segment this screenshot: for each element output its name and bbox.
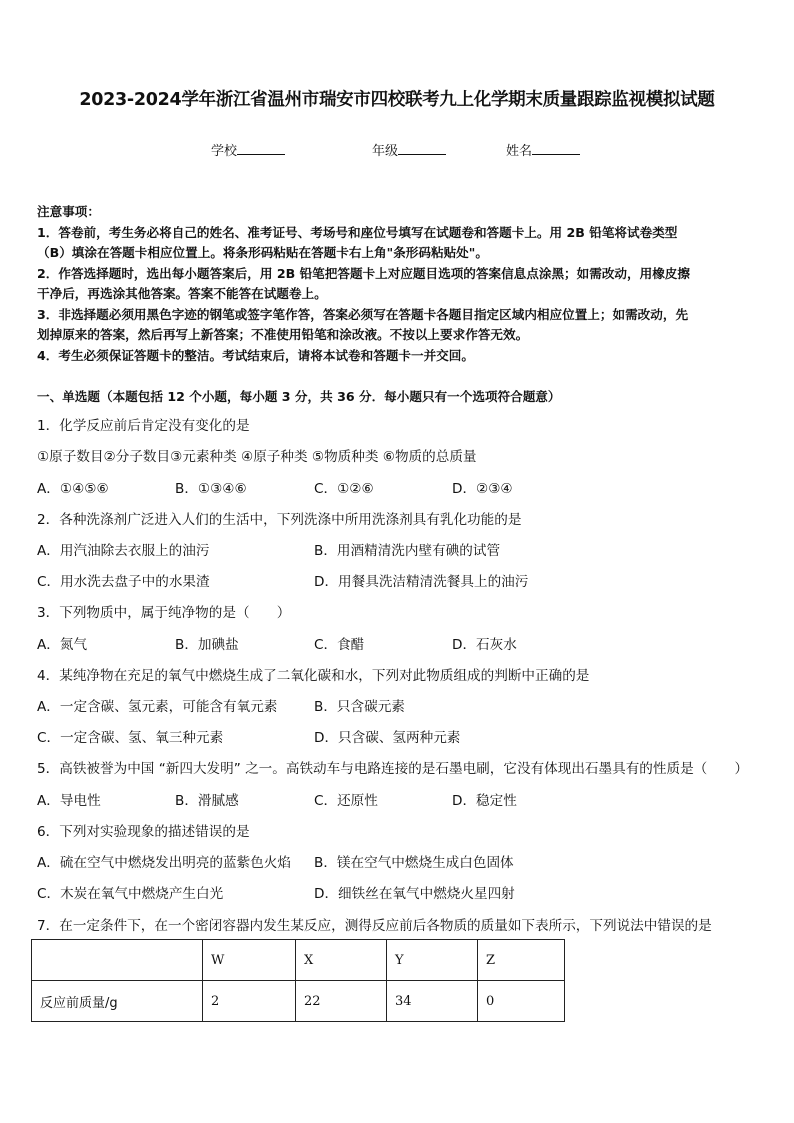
question-5-stem: 5．高铁被誉为中国 “新四大发明” 之一。高铁动车与电路连接的是石墨电刷，它没有体现出石墨具有的性质是（ ） xyxy=(37,761,749,777)
question-4-option-a: A．一定含碳、氢元素，可能含有氧元素 xyxy=(37,699,278,715)
section-heading: 一、单选题（本题包括 12 个小题，每小题 3 分，共 36 分．每小题只有一个选项符合题意） xyxy=(37,389,561,404)
name-field xyxy=(506,140,580,159)
table-cell: 2 xyxy=(203,981,296,1022)
question-6-option-b: B．镁在空气中燃烧生成白色固体 xyxy=(314,855,514,871)
question-5-option-d: D．稳定性 xyxy=(452,793,517,809)
student-info-row xyxy=(0,140,794,160)
school-label: 学校 xyxy=(211,144,238,159)
table-row xyxy=(32,981,565,1022)
question-1-statements: ①原子数目②分子数目③元素种类 ④原子种类 ⑤物质种类 ⑥物质的总质量 xyxy=(37,449,477,465)
table-header-cell: W xyxy=(203,940,296,981)
notice-line: 划掉原来的答案，然后再写上新答案；不准使用铅笔和涂改液。不按以上要求作答无效。 xyxy=(37,327,529,342)
question-1-option-b: B．①③④⑥ xyxy=(175,481,247,497)
question-4-stem: 4．某纯净物在充足的氧气中燃烧生成了二氧化碳和水，下列对此物质组成的判断中正确的是 xyxy=(37,668,590,684)
grade-blank xyxy=(398,142,446,155)
question-2-option-b: B．用酒精清洗内壁有碘的试管 xyxy=(314,543,501,559)
notice-line: 4．考生必须保证答题卡的整洁。考试结束后，请将本试卷和答题卡一并交回。 xyxy=(37,347,474,363)
question-1-option-d: D．②③④ xyxy=(452,481,513,497)
notice-line: 3．非选择题必须用黑色字迹的钢笔或签字笔作答，答案必须写在答题卡各题目指定区域内相应位置上；如需改动，先 xyxy=(37,306,689,322)
question-2-stem: 2．各种洗涤剂广泛进入人们的生活中，下列洗涤中所用洗涤剂具有乳化功能的是 xyxy=(37,512,522,528)
question-4-option-d: D．只含碳、氢两种元素 xyxy=(314,730,461,746)
question-5-option-c: C．还原性 xyxy=(314,793,378,809)
notice-block xyxy=(37,202,761,366)
question-3-option-a: A．氮气 xyxy=(37,637,88,653)
question-3-option-c: C．食醋 xyxy=(314,637,365,653)
question-6-option-a: A．硫在空气中燃烧发出明亮的蓝紫色火焰 xyxy=(37,855,291,871)
notice-line: 1．答卷前，考生务必将自己的姓名、准考证号、考场号和座位号填写在试题卷和答题卡上。用 2B 铅笔将试卷类型 xyxy=(37,224,678,240)
table-header-row xyxy=(32,940,565,981)
question-1-option-c: C．①②⑥ xyxy=(314,481,374,497)
question-4-option-b: B．只含碳元素 xyxy=(314,699,405,715)
grade-field xyxy=(372,140,446,159)
question-6-option-d: D．细铁丝在氧气中燃烧火星四射 xyxy=(314,886,515,902)
table-header-cell xyxy=(32,940,203,981)
name-label: 姓名 xyxy=(506,144,533,159)
exam-title: 2023-2024学年浙江省温州市瑞安市四校联考九上化学期末质量跟踪监视模拟试题 xyxy=(79,90,715,110)
school-blank xyxy=(237,142,285,155)
table-cell: 34 xyxy=(387,981,478,1022)
question-3-stem: 3．下列物质中，属于纯净物的是（ ） xyxy=(37,605,291,621)
mass-table xyxy=(31,939,565,1022)
question-3-option-b: B．加碘盐 xyxy=(175,637,239,653)
table-cell: 22 xyxy=(296,981,387,1022)
notice-line: 干净后，再选涂其他答案。答案不能答在试题卷上。 xyxy=(37,286,327,301)
table-header-cell: Z xyxy=(478,940,565,981)
table-row-label: 反应前质量/g xyxy=(32,981,203,1022)
notice-line: 2．作答选择题时，选出每小题答案后，用 2B 铅笔把答题卡上对应题目选项的答案信息点涂黑；如需改动，用橡皮擦 xyxy=(37,265,690,281)
question-7-stem: 7．在一定条件下，在一个密闭容器内发生某反应，测得反应前后各物质的质量如下表所示，下列说法中错误的是 xyxy=(37,918,712,934)
question-6-stem: 6．下列对实验现象的描述错误的是 xyxy=(37,824,250,840)
notice-line: （B）填涂在答题卡相应位置上。将条形码粘贴在答题卡右上角"条形码粘贴处"。 xyxy=(37,245,488,260)
notice-heading: 注意事项： xyxy=(37,204,100,219)
question-4-option-c: C．一定含碳、氢、氧三种元素 xyxy=(37,730,224,746)
question-1-stem: 1．化学反应前后肯定没有变化的是 xyxy=(37,418,250,434)
question-6-option-c: C．木炭在氧气中燃烧产生白光 xyxy=(37,886,224,902)
table-header-cell: Y xyxy=(387,940,478,981)
question-5-option-b: B．滑腻感 xyxy=(175,793,239,809)
table-header-cell: X xyxy=(296,940,387,981)
grade-label: 年级 xyxy=(372,144,399,159)
question-1-option-a: A．①④⑤⑥ xyxy=(37,481,109,497)
table-cell: 0 xyxy=(478,981,565,1022)
name-blank xyxy=(532,142,580,155)
question-3-option-d: D．石灰水 xyxy=(452,637,517,653)
question-2-option-d: D．用餐具洗洁精清洗餐具上的油污 xyxy=(314,574,529,590)
question-2-option-c: C．用水洗去盘子中的水果渣 xyxy=(37,574,210,590)
question-2-option-a: A．用汽油除去衣服上的油污 xyxy=(37,543,210,559)
school-field xyxy=(211,140,285,159)
question-5-option-a: A．导电性 xyxy=(37,793,101,809)
